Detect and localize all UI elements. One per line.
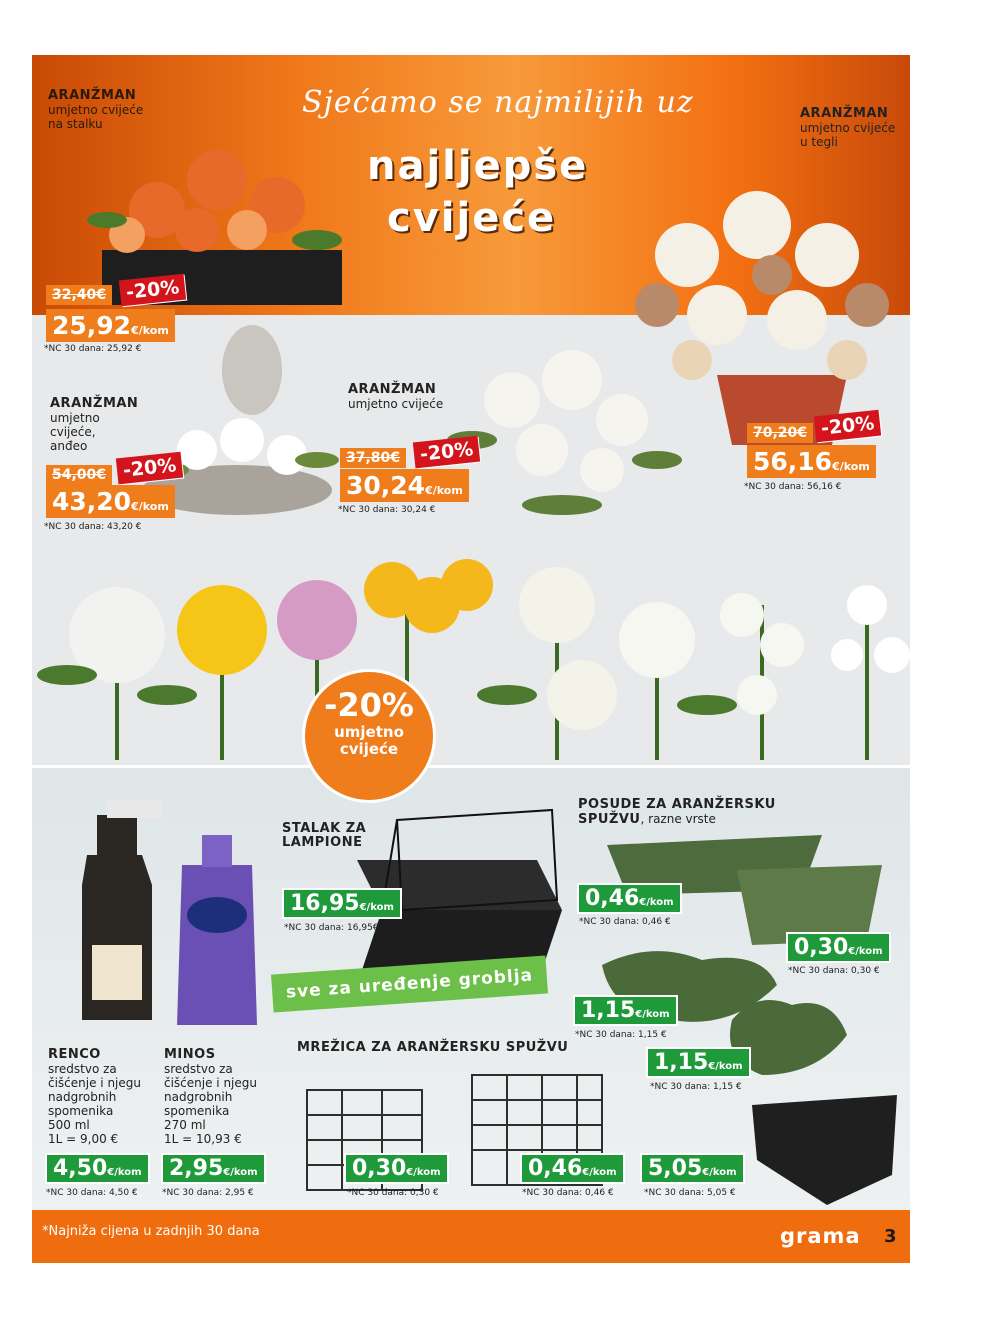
minos-nc: *NC 30 dana: 2,95 €	[162, 1188, 254, 1198]
posuda1-price-unit: €/kom	[639, 897, 674, 908]
product-umjetno-desc: umjetno cvijeće	[348, 397, 444, 411]
posuda2-price-unit: €/kom	[848, 946, 883, 957]
posuda4-price-unit: €/kom	[708, 1061, 743, 1072]
posuda3-price	[573, 995, 678, 1026]
promo-circle-percent: -20%	[324, 686, 414, 724]
page-number: 3	[884, 1226, 897, 1247]
arrangement-umjetno-image	[442, 320, 682, 520]
renco-price-value: 4,50	[53, 1156, 108, 1181]
minos-price-unit: €/kom	[223, 1167, 258, 1178]
footer	[32, 1210, 910, 1263]
stalak-lampione-price	[282, 888, 402, 919]
posuda3-price-value: 1,15	[581, 998, 636, 1023]
product-tegla-price-value: 56,16	[753, 447, 833, 476]
header-script-title: Sjećamo se najmilijih uz	[302, 85, 694, 120]
product-tegla-price	[747, 445, 876, 478]
posude-label	[578, 797, 776, 827]
product-tegla-discount-badge: -20%	[814, 410, 882, 443]
posuda2-price-value: 0,30	[794, 935, 849, 960]
product-stalak-old-price: 32,40€	[46, 285, 112, 305]
renco-label	[48, 1048, 141, 1146]
product-umjetno-nc: *NC 30 dana: 30,24 €	[338, 505, 436, 515]
mrezica1-nc: *NC 30 dana: 0,30 €	[347, 1188, 439, 1198]
product-umjetno-discount-badge: -20%	[413, 436, 481, 469]
posuda2-nc: *NC 30 dana: 0,30 €	[788, 966, 880, 976]
minos-label	[164, 1048, 257, 1146]
renco-price-unit: €/kom	[107, 1167, 142, 1178]
posude-name: POSUDE ZA ARANŽERSKU SPUŽVU	[578, 797, 776, 827]
stalak-lampione-price-unit: €/kom	[359, 902, 394, 913]
grave-care-banner: sve za uređenje groblja	[271, 955, 548, 1012]
posuda1-price	[577, 883, 682, 914]
product-stalak-discount-badge: -20%	[119, 274, 187, 307]
footer-note: *Najniža cijena u zadnjih 30 dana	[42, 1224, 260, 1239]
mrezica2-nc: *NC 30 dana: 0,46 €	[522, 1188, 614, 1198]
mrezica1-price	[344, 1153, 449, 1184]
stalak-lampione-label	[282, 822, 366, 850]
product-tegla-name: ARANŽMAN	[800, 106, 889, 121]
minos-desc: sredstvo za čišćenje i njegu nadgrobnih spomenika 270 ml 1L = 10,93 €	[164, 1062, 257, 1146]
product-umjetno-label	[348, 383, 443, 411]
minos-name: MINOS	[164, 1047, 216, 1062]
posuda2-price	[786, 932, 891, 963]
posude-suffix: , razne vrste	[640, 812, 716, 826]
renco-desc: sredstvo za čišćenje i njegu nadgrobnih spomenika 500 ml 1L = 9,00 €	[48, 1062, 141, 1146]
promo-circle-line2: cvijeće	[339, 740, 399, 758]
product-umjetno-price-value: 30,24	[346, 471, 426, 500]
product-stalak-desc: umjetno cvijeće na stalku	[48, 103, 144, 131]
renco-name: RENCO	[48, 1047, 101, 1062]
product-andeo-discount-badge: -20%	[116, 452, 184, 485]
mrezica1-price-unit: €/kom	[406, 1167, 441, 1178]
posuda4-price	[646, 1047, 751, 1078]
grama-logo: grama	[780, 1224, 861, 1248]
product-umjetno-price	[340, 469, 469, 502]
product-andeo-name: ARANŽMAN	[50, 396, 139, 411]
posuda1-nc: *NC 30 dana: 0,46 €	[579, 917, 671, 927]
mrezica2-price-value: 0,46	[528, 1156, 583, 1181]
product-andeo-nc: *NC 30 dana: 43,20 €	[44, 522, 142, 532]
product-stalak-price	[46, 309, 175, 342]
product-andeo-desc: umjetno cvijeće, anđeo	[50, 411, 100, 453]
product-andeo-price-unit: €/kom	[131, 500, 169, 513]
posuda4-price-value: 1,15	[654, 1050, 709, 1075]
header-title-line1: najljepše	[367, 143, 589, 189]
product-andeo-label	[50, 397, 138, 453]
posuda5-price	[640, 1153, 745, 1184]
mrezica2-price	[520, 1153, 625, 1184]
minos-price	[161, 1153, 266, 1184]
product-umjetno-old-price: 37,80€	[340, 448, 406, 468]
posuda5-price-value: 5,05	[648, 1156, 703, 1181]
product-stalak-price-value: 25,92	[52, 311, 132, 340]
flyer-page	[32, 55, 910, 1263]
posuda5-price-unit: €/kom	[702, 1167, 737, 1178]
product-andeo-price	[46, 485, 175, 518]
promo-circle	[305, 672, 433, 800]
mrezica-label	[297, 1041, 568, 1055]
minos-price-value: 2,95	[169, 1156, 224, 1181]
product-umjetno-price-unit: €/kom	[425, 484, 463, 497]
product-tegla-nc: *NC 30 dana: 56,16 €	[744, 482, 842, 492]
mrezica-name: MREŽICA ZA ARANŽERSKU SPUŽVU	[297, 1040, 569, 1055]
stalak-lampione-price-value: 16,95	[290, 891, 360, 916]
product-tegla-desc: umjetno cvijeće u tegli	[800, 121, 896, 149]
posuda3-price-unit: €/kom	[635, 1009, 670, 1020]
promo-circle-line1: umjetno	[334, 723, 404, 741]
posuda5-nc: *NC 30 dana: 5,05 €	[644, 1188, 736, 1198]
product-umjetno-name: ARANŽMAN	[348, 382, 437, 397]
product-tegla-price-unit: €/kom	[832, 460, 870, 473]
posuda1-price-value: 0,46	[585, 886, 640, 911]
posuda3-nc: *NC 30 dana: 1,15 €	[575, 1030, 667, 1040]
product-tegla-label	[800, 107, 895, 149]
mrezica2-price-unit: €/kom	[582, 1167, 617, 1178]
stalak-lampione-nc: *NC 30 dana: 16,95€	[284, 923, 379, 933]
cleaner-bottles-image	[62, 795, 262, 1045]
product-stalak-price-unit: €/kom	[131, 324, 169, 337]
product-andeo-old-price: 54,00€	[46, 465, 112, 485]
product-stalak-name: ARANŽMAN	[48, 88, 137, 103]
posuda4-nc: *NC 30 dana: 1,15 €	[650, 1082, 742, 1092]
product-stalak-label	[48, 89, 143, 131]
stalak-lampione-name: STALAK ZA LAMPIONE	[282, 821, 367, 850]
product-andeo-price-value: 43,20	[52, 487, 132, 516]
header-title-line2: cvijeće	[387, 195, 557, 241]
product-stalak-nc: *NC 30 dana: 25,92 €	[44, 344, 142, 354]
renco-nc: *NC 30 dana: 4,50 €	[46, 1188, 138, 1198]
renco-price	[45, 1153, 150, 1184]
mrezica1-price-value: 0,30	[352, 1156, 407, 1181]
single-flowers-image	[37, 545, 910, 765]
product-tegla-old-price: 70,20€	[747, 423, 813, 443]
